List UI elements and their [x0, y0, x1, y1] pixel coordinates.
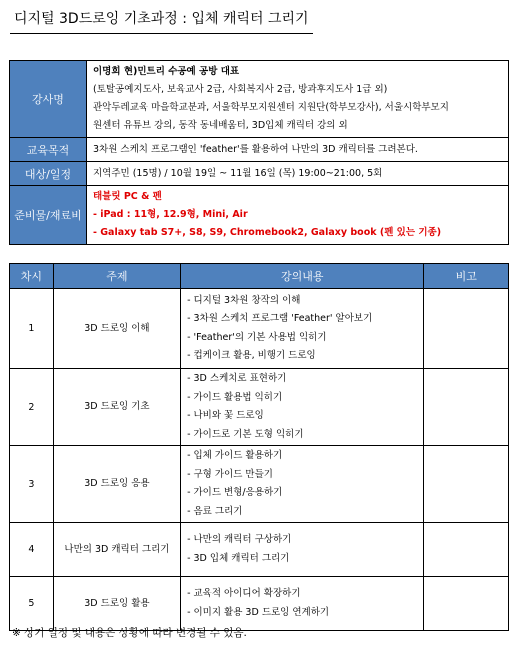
goal-value: 3차원 스케치 프로그램인 'feather'를 활용하여 나만의 3D 캐릭터를 그려본다.: [87, 138, 509, 162]
target-row: [10, 162, 509, 186]
instructor-career-2: 원센터 유튜브 강의, 동작 동네배움터, 3D입체 캐릭터 강의 외: [93, 120, 348, 131]
session-topic: 나만의 3D 캐릭터 그리기: [53, 523, 180, 577]
table-row: [10, 577, 509, 631]
session-topic: 3D 드로잉 이해: [53, 289, 180, 369]
goal-row: [10, 138, 509, 162]
session-number: 1: [10, 289, 54, 369]
content-item: - 컵케이크 활용, 비행기 드로잉: [187, 350, 316, 361]
table-row: [10, 523, 509, 577]
table-row: [10, 289, 509, 369]
content-item: - 음료 그리기: [187, 505, 243, 517]
content-item: - 입체 가이드 활용하기: [187, 450, 283, 461]
session-content: [181, 577, 424, 631]
content-item: - 'Feather'의 기본 사용법 익히기: [187, 331, 327, 343]
table-row: [10, 369, 509, 446]
instructor-career-1: 관악두레교육 마을학교분과, 서울학부모지원센터 지원단(학부모강사), 서울시학부모지: [93, 102, 449, 113]
session-number: 4: [10, 523, 54, 577]
target-value: 지역주민 (15명) / 10월 19일 ~ 11월 16일 (목) 19:00~21:00, 5회: [87, 162, 509, 186]
content-item: - 디지털 3차원 창작의 이해: [187, 294, 301, 306]
session-number: 3: [10, 446, 54, 523]
table-row: [10, 446, 509, 523]
instructor-credentials: (토탈공예지도사, 보육교사 2급, 사회복지사 2급, 방과후지도사 1급 외): [93, 84, 388, 95]
content-item: - 가이드로 기본 도형 익히기: [187, 428, 304, 440]
content-item: - 이미지 활용 3D 드로잉 연계하기: [187, 606, 330, 618]
session-content: [181, 523, 424, 577]
session-note: [424, 446, 509, 523]
content-item: - 가이드 활용법 익히기: [187, 391, 283, 403]
supplies-line-2: - iPad : 11형, 12.9형, Mini, Air: [93, 209, 248, 220]
session-note: [424, 289, 509, 369]
supplies-label: 준비물/재료비: [10, 186, 87, 245]
content-item: - 교육적 아이디어 확장하기: [187, 588, 301, 599]
target-label: 대상/일정: [10, 162, 87, 186]
supplies-line-3: - Galaxy tab S7+, S8, S9, Chromebook2, Galaxy book (펜 있는 기종): [93, 227, 442, 238]
instructor-row: [10, 61, 509, 138]
content-item: - 구형 가이드 만들기: [187, 468, 273, 480]
content-item: - 3D 입체 캐릭터 그리기: [187, 552, 290, 564]
session-note: [424, 577, 509, 631]
header-content: 강의내용: [181, 264, 424, 289]
session-topic: 3D 드로잉 기초: [53, 369, 180, 446]
schedule-header-row: [10, 264, 509, 289]
session-note: [424, 523, 509, 577]
session-topic: 3D 드로잉 활용: [53, 577, 180, 631]
content-item: - 나비와 꽃 드로잉: [187, 410, 264, 421]
content-item: - 3D 스케치로 표현하기: [187, 373, 287, 384]
header-topic: 주제: [53, 264, 180, 289]
session-topic: 3D 드로잉 응용: [53, 446, 180, 523]
session-content: [181, 446, 424, 523]
supplies-row: [10, 186, 509, 245]
instructor-name: 이명희 현)민트리 수공예 공방 대표: [93, 66, 240, 77]
schedule-table: [9, 263, 509, 631]
session-number: 5: [10, 577, 54, 631]
supplies-line-1: 태블릿 PC & 펜: [93, 191, 162, 202]
supplies-value: [87, 186, 509, 245]
session-number: 2: [10, 369, 54, 446]
header-note: 비고: [424, 264, 509, 289]
info-table: [9, 60, 509, 245]
page-title: 디지털 3D드로잉 기초과정 : 입체 캐릭터 그리기: [10, 5, 313, 34]
header-session: 차시: [10, 264, 54, 289]
content-item: - 가이드 변형/응용하기: [187, 487, 283, 498]
instructor-value: [87, 61, 509, 138]
session-note: [424, 369, 509, 446]
goal-label: 교육목적: [10, 138, 87, 162]
content-item: - 나만의 캐릭터 구상하기: [187, 534, 292, 545]
session-content: [181, 289, 424, 369]
footer-note: ※ 상기 일정 및 내용은 상황에 따라 변경될 수 있음.: [12, 627, 247, 639]
instructor-label: 강사명: [10, 61, 87, 138]
session-content: [181, 369, 424, 446]
content-item: - 3차원 스케치 프로그램 'Feather' 알아보기: [187, 313, 373, 324]
